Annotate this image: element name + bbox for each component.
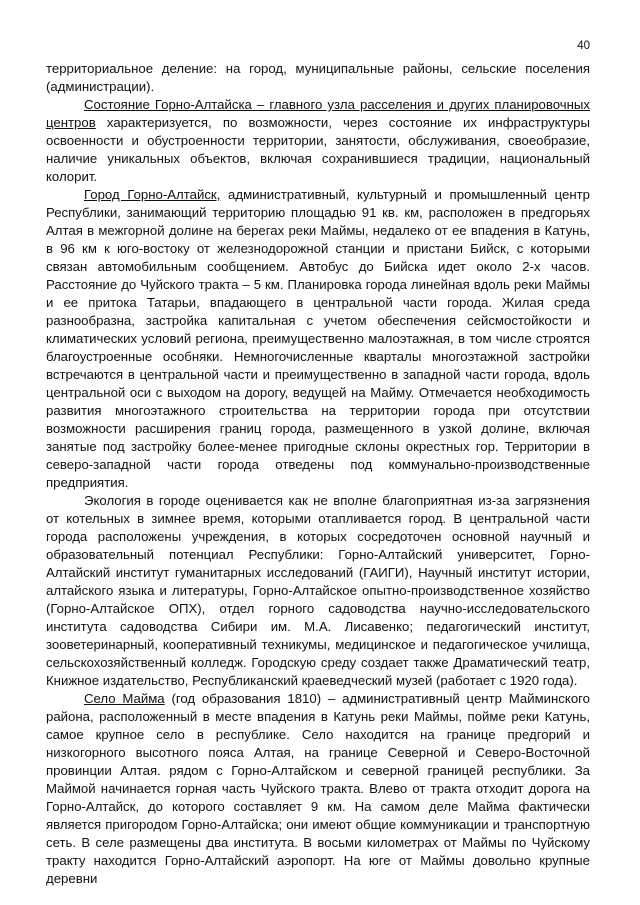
paragraph-ecology bbox=[46, 492, 590, 690]
paragraph-lead-underlined: Город Горно-Алтайск, bbox=[84, 187, 221, 202]
paragraph-village-maima bbox=[46, 690, 590, 888]
paragraph-gorno-altaisk-state bbox=[46, 96, 590, 186]
paragraph-text: административный, культурный и промышленный центр Республики, занимающий территорию площадью 91 кв. км, расположен в предгорьях Алтая в межгорной долине на берегах реки Маймы, недалеко от ее впадения в Катунь, в 96 км к юго-востоку от железнодорожной станции и пристани Бийск, с которыми связан автомобильным сообщением. Автобус до Бийска идет около 2-х часов. Расстояние до Чуйского тракта – 5 км. Планировка города линейная вдоль реки Маймы и ее притока Татарьи, впадающего в центральной части города. Жилая среда разнообразна, застройка капитальная с учетом обеспечения сейсмостойкости и климатических условий региона, преимущественно малоэтажная, в том числе строятся благоустроенные особняки. Немногочисленные кварталы многоэтажной застройки встречаются в центральной части и преимущественно в западной части города, вдоль центральной оси с выходом на дорогу, ведущей на Майму. Отмечается необходимость развития многоэтажного строительства на территории города при отсутствии возможности расширения границ города, размещенного в узкой долине, включая занятые под застройку более-менее пригодные склоны окрестных гор. Территории в северо-западной части города отведены под коммунально-производственные предприятия. bbox=[46, 187, 590, 490]
body-text bbox=[46, 60, 590, 888]
paragraph-admin-division bbox=[46, 60, 590, 96]
page-number: 40 bbox=[577, 40, 590, 52]
paragraph-lead-underlined: Состояние Горно-Алтайска – главного узла расселения и других планировочных центров bbox=[46, 97, 590, 130]
paragraph-text: характеризуется, по возможности, через состояние их инфраструктуры освоенности и обустроенности территории, занятости, обслуживания, своеобразие, наличие уникальных объектов, включая сохранившиеся традиции, национальный колорит. bbox=[46, 115, 590, 184]
paragraph-text: территориальное деление: на город, муниципальные районы, сельские поселения (администрации). bbox=[46, 61, 590, 94]
paragraph-city-gorno-altaisk bbox=[46, 186, 590, 492]
paragraph-lead-underlined: Село Майма bbox=[84, 691, 165, 706]
paragraph-text: (год образования 1810) – административный центр Майминского района, расположенный в месте впадения в Катунь реки Маймы, пойме реки Катунь, самое крупное село в республике. Село находится на границе предгорий и низкогорного высотного пояса Алтая, на границе Северной и Северо-Восточной провинции Алтая. рядом с Горно-Алтайском и северной границей республики. За Маймой начинается горная часть Чуйского тракта. Влево от тракта отходит дорога на Горно-Алтайск, до которого составляет 9 км. На самом деле Майма фактически является пригородом Горно-Алтайска; они имеют общие коммуникации и транспортную сеть. В селе размещены два института. В восьми километрах от Маймы по Чуйскому тракту находится Горно-Алтайский аэропорт. На юге от Маймы довольно крупные деревни bbox=[46, 691, 591, 886]
paragraph-text: Экология в городе оценивается как не вполне благоприятная из-за загрязнения от котельных в зимнее время, которыми отапливается город. В центральной части города расположены учреждения, в которых сосредоточен основной научный и образовательный потенциал Республики: Горно-Алтайский университет, Горно-Алтайский институт гуманитарных исследований (ГАИГИ), Научный институт истории, алтайского языка и литературы, Горно-Алтайское опытно-производственное хозяйство (Горно-Алтайское ОПХ), отдел горного садоводства научно-исследовательского института садоводства Сибири им. М.А. Лисавенко; педагогический институт, зооветеринарный, кооперативный техникумы, медицинское и педагогическое училища, сельскохозяйственный колледж. Городскую среду создает также Драматический театр, Книжное издательство, Республиканский краеведческий музей (работает с 1920 года). bbox=[46, 493, 590, 688]
